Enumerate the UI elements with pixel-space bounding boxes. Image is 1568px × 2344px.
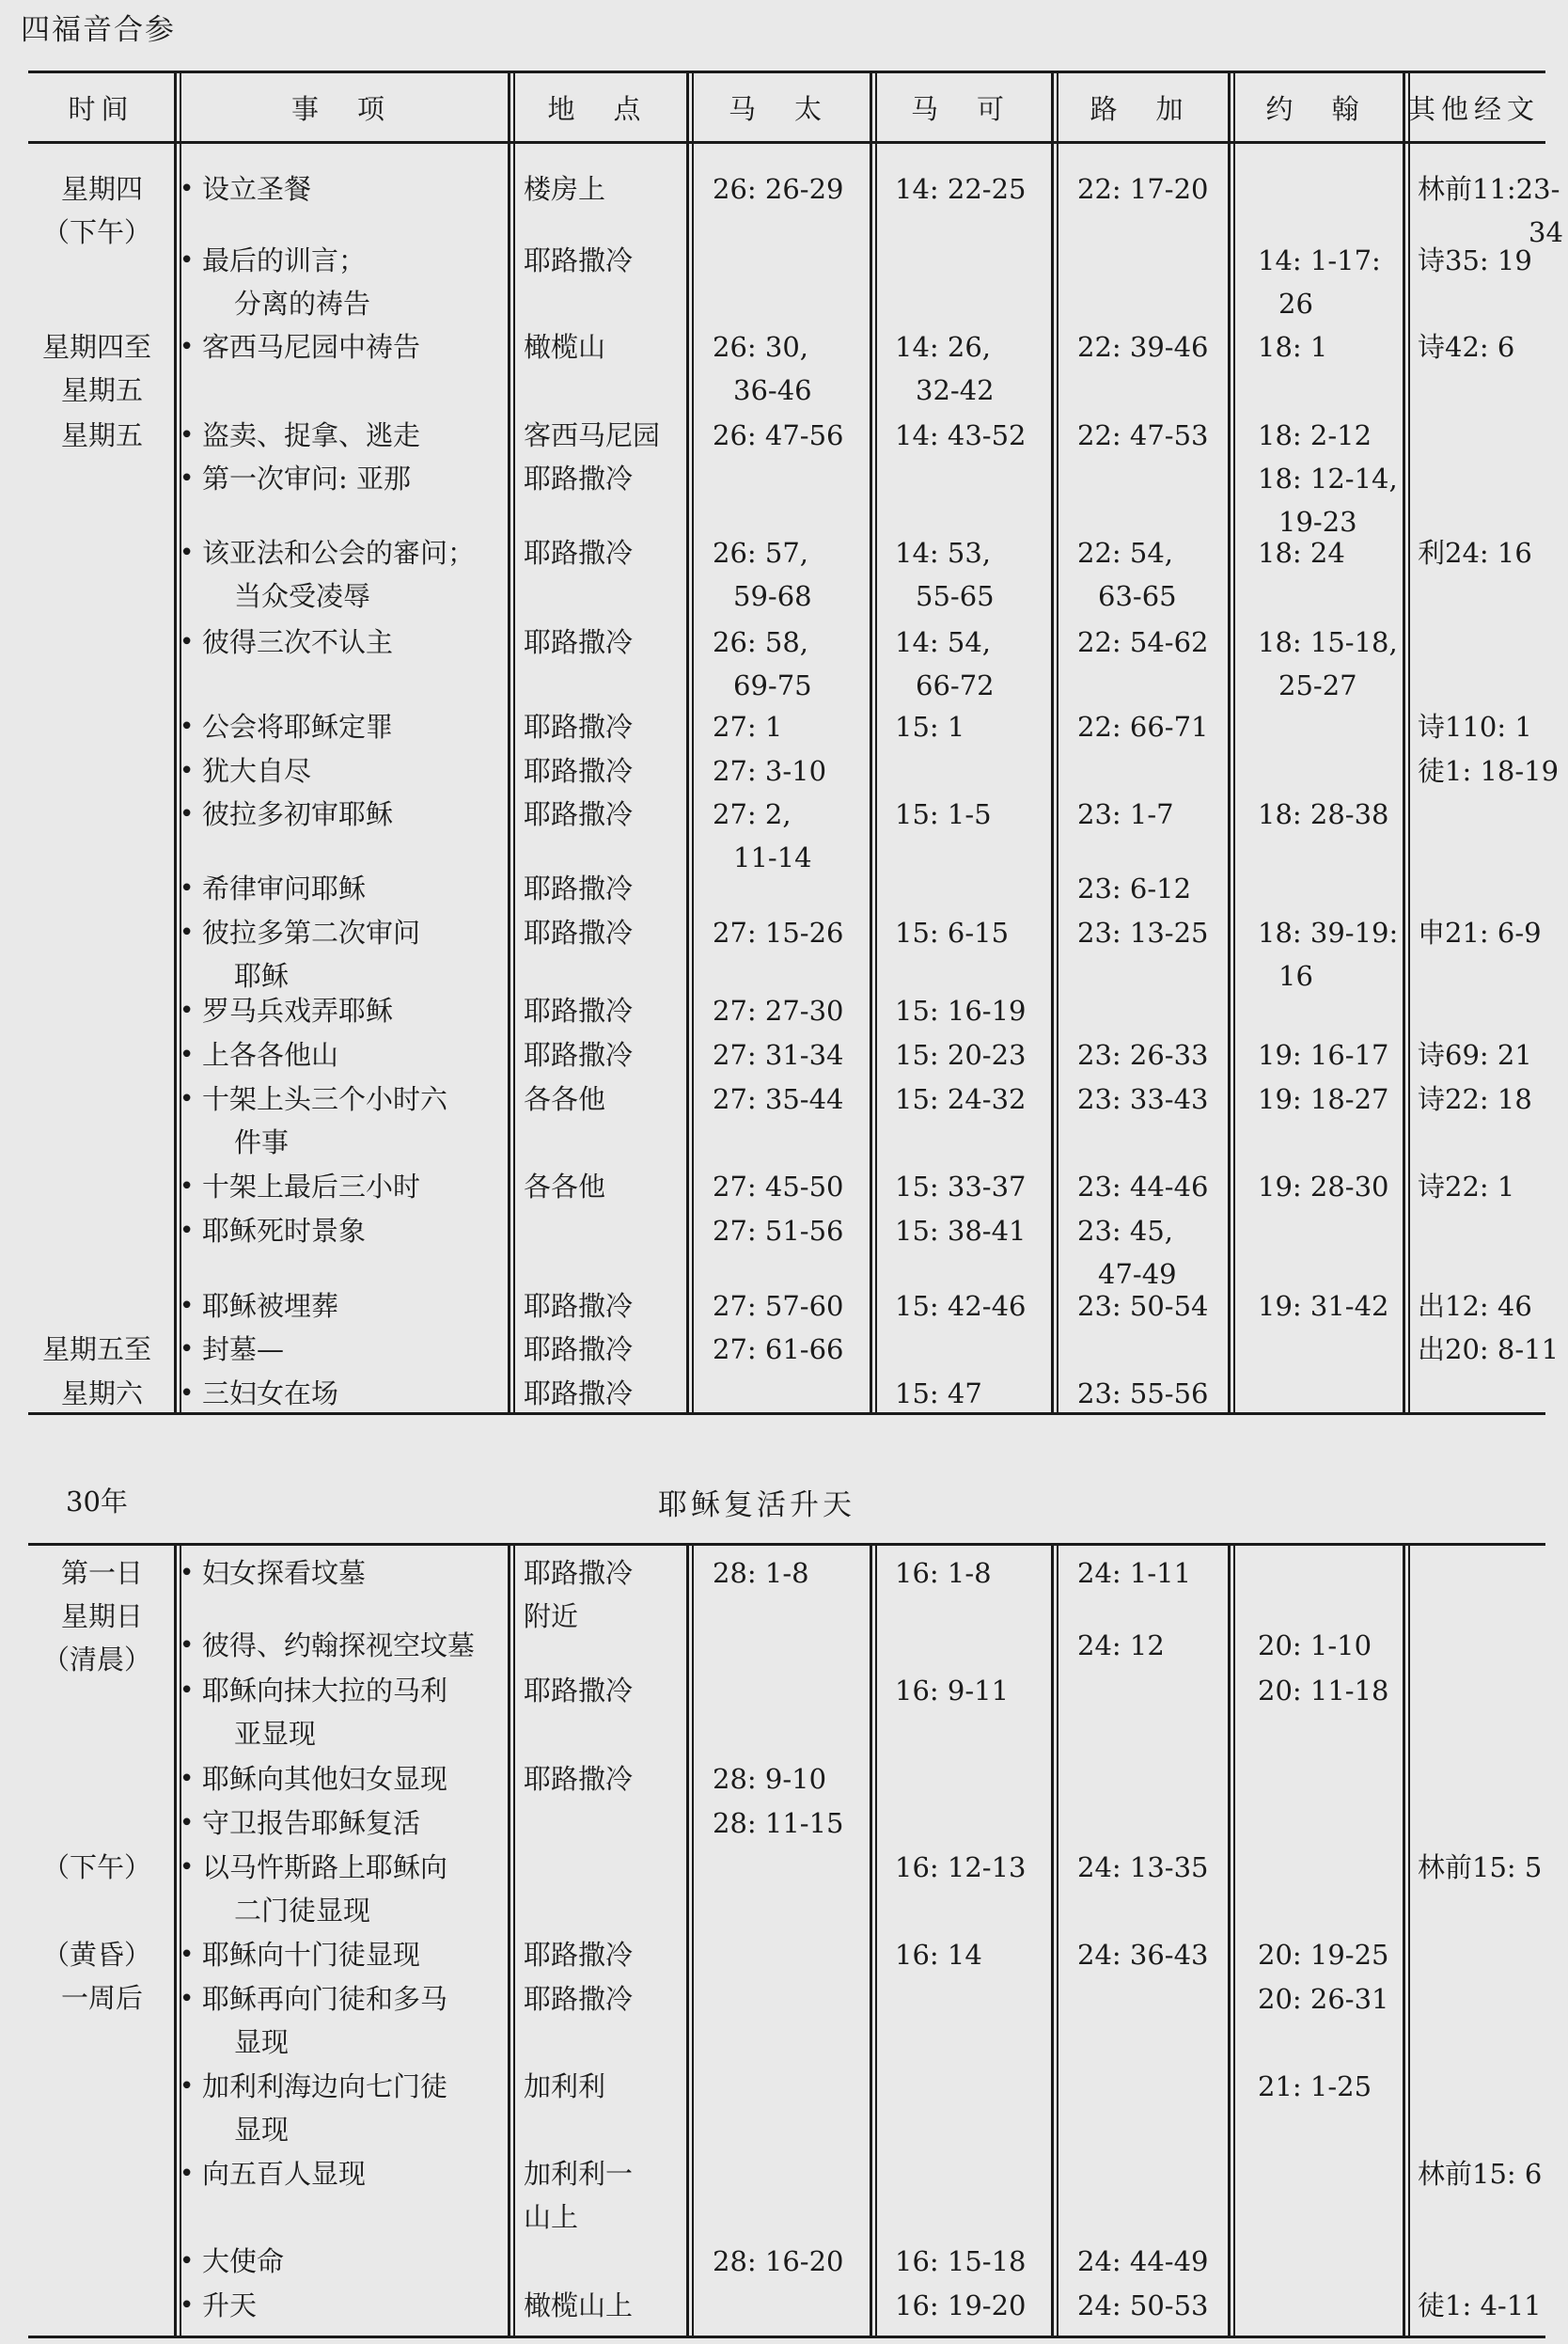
col-divider-4-b bbox=[875, 71, 877, 1412]
col-divider-5 bbox=[1051, 71, 1054, 1412]
col-divider-s2-7 bbox=[1403, 1543, 1405, 2338]
row-s1-cell-mk: 15: 33-37 bbox=[895, 1171, 1027, 1203]
col-divider-s2-3-b bbox=[692, 1543, 694, 2338]
row-s1-cell-other: 利24: 16 bbox=[1418, 537, 1532, 569]
row-s2-bullet: • bbox=[180, 1559, 195, 1587]
header-place: 地 点 bbox=[547, 93, 647, 125]
row-s1-cell-place: 各各他 bbox=[524, 1083, 606, 1115]
header-event: 事 项 bbox=[290, 93, 390, 125]
row-s1-bullet: • bbox=[180, 800, 195, 828]
row-s1-cell-mt: 11-14 bbox=[733, 842, 812, 873]
row-s1-cell-event: 三妇女在场 bbox=[202, 1377, 339, 1409]
row-s1-cell-event: 设立圣餐 bbox=[202, 173, 312, 205]
row-s2-cell-lk: 24: 12 bbox=[1077, 1629, 1165, 1661]
row-s1-cell-jn: 19: 16-17 bbox=[1258, 1039, 1389, 1071]
row-s1-cell-mk: 55-65 bbox=[916, 580, 995, 612]
row-s1-bullet: • bbox=[180, 246, 195, 275]
row-s1-cell-event: 罗马兵戏弄耶稣 bbox=[202, 995, 394, 1027]
row-s1-cell-place: 耶路撒冷 bbox=[524, 1333, 634, 1365]
row-s1-cell-mt: 27: 3-10 bbox=[713, 755, 827, 787]
rule-top bbox=[28, 71, 1545, 73]
row-s2-cell-lk: 24: 13-35 bbox=[1077, 1851, 1209, 1883]
row-s1-cell-mt: 26: 58, bbox=[713, 626, 809, 658]
col-divider-6 bbox=[1228, 71, 1231, 1412]
col-divider-s2-7-b bbox=[1408, 1543, 1410, 2338]
row-s1-cell-mt: 26: 26-29 bbox=[713, 173, 844, 205]
row-s1-cell-event: 分离的祷告 bbox=[234, 288, 371, 320]
row-s1-bullet: • bbox=[180, 628, 195, 656]
row-s1-cell-lk: 23: 44-46 bbox=[1077, 1171, 1209, 1203]
row-s1-cell-jn: 26 bbox=[1278, 288, 1313, 320]
row-s2-cell-mk: 16: 9-11 bbox=[895, 1675, 1010, 1707]
col-divider-7-b bbox=[1408, 71, 1410, 1412]
row-s1-cell-place: 耶路撒冷 bbox=[524, 1377, 634, 1409]
row-s2-cell-event: 耶稣向其他妇女显现 bbox=[202, 1763, 448, 1795]
row-s2-cell-jn: 20: 26-31 bbox=[1258, 1983, 1389, 2015]
row-s1-cell-lk: 22: 17-20 bbox=[1077, 173, 1209, 205]
rule-section2-top bbox=[28, 1543, 1545, 1546]
row-s1-cell-event: 第一次审问: 亚那 bbox=[202, 463, 411, 495]
row-s1-bullet: • bbox=[180, 997, 195, 1025]
row-s1-cell-jn: 18: 12-14, bbox=[1258, 463, 1398, 495]
row-s1-cell-mt: 27: 45-50 bbox=[713, 1171, 844, 1203]
row-s1-cell-mt: 27: 57-60 bbox=[713, 1290, 844, 1322]
row-s2-cell-time: （黄昏） bbox=[42, 1939, 152, 1971]
row-s2-cell-event: 二门徒显现 bbox=[234, 1895, 371, 1927]
row-s1-cell-place: 楼房上 bbox=[524, 173, 606, 205]
row-s1-bullet: • bbox=[180, 1217, 195, 1245]
row-s2-cell-lk: 24: 36-43 bbox=[1077, 1939, 1209, 1971]
col-divider-s2-2 bbox=[508, 1543, 510, 2338]
col-divider-s2-6-b bbox=[1233, 1543, 1235, 2338]
row-s1-cell-lk: 23: 13-25 bbox=[1077, 917, 1209, 949]
row-s1-bullet: • bbox=[180, 919, 195, 947]
row-s1-cell-place: 各各他 bbox=[524, 1171, 606, 1203]
row-s1-cell-jn: 18: 28-38 bbox=[1258, 798, 1389, 830]
row-s1-bullet: • bbox=[180, 175, 195, 203]
row-s1-cell-event: 耶稣死时景象 bbox=[202, 1215, 367, 1247]
row-s2-bullet: • bbox=[180, 1985, 195, 2013]
row-s2-cell-place: 耶路撒冷 bbox=[524, 1983, 634, 2015]
row-s2-cell-place: 橄榄山上 bbox=[524, 2289, 634, 2321]
row-s2-cell-event: 大使命 bbox=[202, 2245, 285, 2277]
row-s1-cell-event: 耶稣被埋葬 bbox=[202, 1290, 339, 1322]
row-s1-cell-place: 耶路撒冷 bbox=[524, 711, 634, 743]
col-divider-s2-5-b bbox=[1057, 1543, 1058, 2338]
row-s1-cell-place: 耶路撒冷 bbox=[524, 995, 634, 1027]
row-s1-cell-jn: 14: 1-17: bbox=[1258, 244, 1381, 276]
row-s2-cell-mk: 16: 12-13 bbox=[895, 1851, 1027, 1883]
row-s1-cell-jn: 18: 2-12 bbox=[1258, 419, 1372, 451]
row-s1-cell-place: 耶路撒冷 bbox=[524, 917, 634, 949]
row-s1-cell-lk: 22: 66-71 bbox=[1077, 711, 1209, 743]
row-s1-cell-mt: 27: 15-26 bbox=[713, 917, 844, 949]
row-s1-cell-mt: 69-75 bbox=[733, 669, 812, 701]
row-s2-cell-mk: 16: 1-8 bbox=[895, 1557, 992, 1589]
col-divider-s2-3 bbox=[686, 1543, 689, 2338]
col-divider-3-b bbox=[692, 71, 694, 1412]
row-s1-cell-mk: 15: 38-41 bbox=[895, 1215, 1027, 1247]
row-s1-cell-lk: 23: 55-56 bbox=[1077, 1377, 1209, 1409]
row-s2-cell-jn: 21: 1-25 bbox=[1258, 2070, 1372, 2102]
row-s1-cell-lk: 47-49 bbox=[1098, 1258, 1177, 1290]
row-s1-cell-event: 十架上头三个小时六 bbox=[202, 1083, 448, 1115]
row-s1-cell-time: 星期四至 bbox=[42, 331, 152, 363]
row-s1-cell-time: （下午） bbox=[42, 216, 152, 248]
row-s2-cell-mt: 28: 1-8 bbox=[713, 1557, 809, 1589]
row-s1-cell-event: 犹大自尽 bbox=[202, 755, 312, 787]
row-s1-cell-lk: 63-65 bbox=[1098, 580, 1177, 612]
row-s1-cell-jn: 16 bbox=[1278, 960, 1313, 992]
row-s1-cell-jn: 19: 31-42 bbox=[1258, 1290, 1389, 1322]
row-s2-cell-jn: 20: 11-18 bbox=[1258, 1675, 1389, 1707]
col-divider-5-b bbox=[1057, 71, 1058, 1412]
section-title: 耶稣复活升天 bbox=[658, 1488, 855, 1522]
col-divider-6-b bbox=[1233, 71, 1235, 1412]
row-s1-cell-mk: 15: 1-5 bbox=[895, 798, 992, 830]
row-s1-cell-mk: 15: 6-15 bbox=[895, 917, 1010, 949]
row-s1-bullet: • bbox=[180, 713, 195, 741]
row-s2-cell-place: 耶路撒冷 bbox=[524, 1939, 634, 1971]
row-s1-cell-event: 彼得三次不认主 bbox=[202, 626, 394, 658]
row-s1-cell-mt: 27: 35-44 bbox=[713, 1083, 844, 1115]
row-s1-cell-other: 诗42: 6 bbox=[1418, 331, 1515, 363]
row-s1-cell-place: 耶路撒冷 bbox=[524, 755, 634, 787]
row-s2-cell-jn: 20: 19-25 bbox=[1258, 1939, 1389, 1971]
row-s1-cell-event: 客西马尼园中祷告 bbox=[202, 331, 421, 363]
row-s2-cell-mk: 16: 14 bbox=[895, 1939, 982, 1971]
row-s2-cell-mk: 16: 19-20 bbox=[895, 2289, 1027, 2321]
rule-header bbox=[28, 141, 1545, 144]
row-s2-cell-time: 第一日 bbox=[61, 1557, 144, 1589]
row-s1-cell-mt: 27: 61-66 bbox=[713, 1333, 844, 1365]
row-s1-cell-place: 耶路撒冷 bbox=[524, 244, 634, 276]
row-s1-bullet: • bbox=[180, 1335, 195, 1363]
header-time: 时间 bbox=[68, 93, 134, 125]
row-s1-cell-time: 星期四 bbox=[61, 173, 144, 205]
row-s1-cell-time: 星期五 bbox=[61, 419, 144, 451]
row-s1-cell-mt: 27: 27-30 bbox=[713, 995, 844, 1027]
row-s1-bullet: • bbox=[180, 464, 195, 493]
section-year: 30年 bbox=[66, 1486, 128, 1518]
row-s2-bullet: • bbox=[180, 2072, 195, 2100]
row-s2-cell-time: 一周后 bbox=[61, 1982, 144, 2014]
col-divider-2-b bbox=[513, 71, 515, 1412]
row-s1-cell-mk: 15: 47 bbox=[895, 1377, 982, 1409]
row-s1-cell-mk: 15: 16-19 bbox=[895, 995, 1027, 1027]
row-s1-cell-place: 橄榄山 bbox=[524, 331, 606, 363]
row-s2-cell-place: 加利利 bbox=[524, 2070, 606, 2102]
row-s1-cell-event: 彼拉多第二次审问 bbox=[202, 917, 421, 949]
row-s1-bullet: • bbox=[180, 1085, 195, 1113]
row-s2-cell-lk: 24: 50-53 bbox=[1077, 2289, 1209, 2321]
col-divider-7 bbox=[1403, 71, 1405, 1412]
row-s2-cell-time: （清晨） bbox=[42, 1644, 152, 1675]
rule-bottom bbox=[28, 2336, 1545, 2338]
row-s1-cell-jn: 18: 39-19: bbox=[1258, 917, 1399, 949]
row-s1-cell-jn: 18: 15-18, bbox=[1258, 626, 1398, 658]
row-s1-cell-mt: 26: 57, bbox=[713, 537, 809, 569]
row-s1-cell-place: 耶路撒冷 bbox=[524, 1290, 634, 1322]
row-s1-bullet: • bbox=[180, 1292, 195, 1320]
row-s1-cell-event: 耶稣 bbox=[234, 960, 290, 992]
row-s1-cell-lk: 23: 33-43 bbox=[1077, 1083, 1209, 1115]
row-s1-cell-place: 耶路撒冷 bbox=[524, 537, 634, 569]
row-s2-cell-lk: 24: 1-11 bbox=[1077, 1557, 1192, 1589]
row-s2-cell-event: 耶稣向抹大拉的马利 bbox=[202, 1675, 448, 1707]
row-s1-cell-time: 星期六 bbox=[61, 1377, 144, 1409]
col-divider-3 bbox=[686, 71, 689, 1412]
row-s1-cell-mt: 27: 51-56 bbox=[713, 1215, 844, 1247]
col-divider-2 bbox=[508, 71, 510, 1412]
row-s2-cell-place: 耶路撒冷 bbox=[524, 1675, 634, 1707]
row-s1-cell-place: 耶路撒冷 bbox=[524, 626, 634, 658]
row-s1-cell-event: 盗卖、捉拿、逃走 bbox=[202, 419, 421, 451]
row-s1-cell-event: 该亚法和公会的審问； bbox=[202, 537, 476, 569]
row-s1-cell-mk: 14: 43-52 bbox=[895, 419, 1027, 451]
row-s1-cell-mt: 27: 31-34 bbox=[713, 1039, 844, 1071]
row-s1-cell-event: 件事 bbox=[234, 1126, 290, 1158]
row-s1-cell-mk: 14: 54, bbox=[895, 626, 992, 658]
row-s1-cell-event: 公会将耶稣定罪 bbox=[202, 711, 394, 743]
row-s2-cell-event: 亚显现 bbox=[234, 1718, 317, 1750]
row-s2-cell-event: 妇女探看坟墓 bbox=[202, 1557, 367, 1589]
row-s2-bullet: • bbox=[180, 1941, 195, 1969]
row-s1-bullet: • bbox=[180, 1172, 195, 1201]
row-s1-cell-place: 耶路撒冷 bbox=[524, 463, 634, 495]
row-s1-cell-lk: 23: 6-12 bbox=[1077, 873, 1192, 905]
col-divider-s2-4-b bbox=[875, 1543, 877, 2338]
row-s1-cell-lk: 22: 54, bbox=[1077, 537, 1174, 569]
row-s2-cell-mt: 28: 16-20 bbox=[713, 2245, 844, 2277]
row-s1-cell-event: 当众受凌辱 bbox=[234, 580, 371, 612]
row-s1-cell-mk: 14: 53, bbox=[895, 537, 992, 569]
header-jn: 约 翰 bbox=[1265, 93, 1365, 125]
row-s2-cell-place: 山上 bbox=[524, 2201, 579, 2233]
row-s1-cell-lk: 23: 45, bbox=[1077, 1215, 1174, 1247]
row-s1-cell-lk: 22: 54-62 bbox=[1077, 626, 1209, 658]
row-s1-cell-time: 星期五 bbox=[61, 374, 144, 406]
row-s1-cell-mt: 26: 30, bbox=[713, 331, 809, 363]
row-s1-cell-mk: 32-42 bbox=[916, 374, 995, 406]
row-s2-cell-event: 守卫报告耶稣复活 bbox=[202, 1807, 421, 1839]
row-s2-cell-time: （下午） bbox=[42, 1851, 152, 1883]
row-s1-cell-jn: 18: 1 bbox=[1258, 331, 1328, 363]
row-s2-cell-jn: 20: 1-10 bbox=[1258, 1629, 1372, 1661]
row-s2-cell-event: 以马忤斯路上耶稣向 bbox=[202, 1851, 448, 1883]
row-s1-cell-mk: 66-72 bbox=[916, 669, 995, 701]
row-s1-cell-other: 诗22: 18 bbox=[1418, 1083, 1532, 1115]
header-mk: 马 可 bbox=[910, 93, 1010, 125]
row-s2-cell-other: 徒1: 4-11 bbox=[1418, 2289, 1542, 2321]
row-s1-cell-lk: 23: 50-54 bbox=[1077, 1290, 1209, 1322]
col-divider-4 bbox=[870, 71, 872, 1412]
row-s1-cell-place: 耶路撒冷 bbox=[524, 873, 634, 905]
row-s1-bullet: • bbox=[180, 1041, 195, 1069]
header-lk: 路 加 bbox=[1090, 93, 1189, 125]
row-s1-cell-other: 34 bbox=[1529, 216, 1563, 248]
row-s1-bullet: • bbox=[180, 874, 195, 903]
row-s1-bullet: • bbox=[180, 421, 195, 449]
row-s2-bullet: • bbox=[180, 2160, 195, 2188]
row-s2-bullet: • bbox=[180, 1765, 195, 1793]
col-divider-s2-5 bbox=[1051, 1543, 1054, 2338]
row-s1-cell-other: 诗22: 1 bbox=[1418, 1171, 1515, 1203]
row-s1-cell-mt: 27: 2, bbox=[713, 798, 792, 830]
row-s1-cell-time: 星期五至 bbox=[42, 1333, 152, 1365]
row-s1-cell-other: 出12: 46 bbox=[1418, 1290, 1532, 1322]
header-mt: 马 太 bbox=[728, 93, 827, 125]
col-divider-s2-1 bbox=[174, 1543, 177, 2338]
row-s1-cell-mt: 59-68 bbox=[733, 580, 812, 612]
row-s1-cell-event: 封墓— bbox=[202, 1333, 285, 1365]
row-s2-bullet: • bbox=[180, 1853, 195, 1881]
row-s1-cell-mt: 27: 1 bbox=[713, 711, 783, 743]
row-s2-cell-event: 显现 bbox=[234, 2114, 290, 2146]
row-s1-cell-mt: 26: 47-56 bbox=[713, 419, 844, 451]
row-s1-cell-jn: 19: 28-30 bbox=[1258, 1171, 1389, 1203]
row-s2-cell-place: 耶路撒冷 bbox=[524, 1763, 634, 1795]
row-s1-cell-event: 希律审问耶稣 bbox=[202, 873, 367, 905]
row-s1-cell-other: 出20: 8-11 bbox=[1418, 1333, 1560, 1365]
row-s1-cell-jn: 19: 18-27 bbox=[1258, 1083, 1389, 1115]
col-divider-s2-4 bbox=[870, 1543, 872, 2338]
col-divider-s2-6 bbox=[1228, 1543, 1231, 2338]
row-s2-cell-event: 彼得、约翰探视空坟墓 bbox=[202, 1629, 476, 1661]
row-s2-cell-mt: 28: 9-10 bbox=[713, 1763, 827, 1795]
row-s1-cell-lk: 23: 1-7 bbox=[1077, 798, 1174, 830]
row-s1-cell-mk: 15: 24-32 bbox=[895, 1083, 1027, 1115]
row-s1-cell-mk: 15: 20-23 bbox=[895, 1039, 1027, 1071]
row-s1-cell-mk: 15: 1 bbox=[895, 711, 965, 743]
row-s1-cell-other: 徒1: 18-19 bbox=[1418, 755, 1560, 787]
row-s2-cell-event: 耶稣向十门徒显现 bbox=[202, 1939, 421, 1971]
row-s1-cell-jn: 18: 24 bbox=[1258, 537, 1345, 569]
running-head: 四福音合参 bbox=[21, 13, 176, 47]
row-s1-cell-mk: 14: 26, bbox=[895, 331, 992, 363]
row-s1-cell-event: 彼拉多初审耶稣 bbox=[202, 798, 394, 830]
row-s2-cell-mt: 28: 11-15 bbox=[713, 1807, 844, 1839]
row-s2-cell-place: 加利利一 bbox=[524, 2158, 634, 2190]
col-divider-1 bbox=[174, 71, 177, 1412]
row-s1-cell-other: 诗110: 1 bbox=[1418, 711, 1532, 743]
row-s1-bullet: • bbox=[180, 757, 195, 785]
row-s2-cell-event: 耶稣再向门徒和多马 bbox=[202, 1983, 448, 2015]
row-s1-bullet: • bbox=[180, 333, 195, 361]
row-s2-cell-place: 耶路撒冷 bbox=[524, 1557, 634, 1589]
row-s1-cell-other: 诗35: 19 bbox=[1418, 244, 1532, 276]
row-s1-cell-mk: 14: 22-25 bbox=[895, 173, 1027, 205]
row-s1-cell-mk: 15: 42-46 bbox=[895, 1290, 1027, 1322]
row-s1-cell-other: 诗69: 21 bbox=[1418, 1039, 1532, 1071]
row-s1-cell-event: 最后的训言； bbox=[202, 244, 367, 276]
row-s1-bullet: • bbox=[180, 539, 195, 567]
row-s1-cell-place: 耶路撒冷 bbox=[524, 798, 634, 830]
row-s1-cell-lk: 23: 26-33 bbox=[1077, 1039, 1209, 1071]
row-s2-cell-event: 加利利海边向七门徒 bbox=[202, 2070, 448, 2102]
row-s2-bullet: • bbox=[180, 2247, 195, 2275]
row-s2-cell-other: 林前15: 5 bbox=[1418, 1851, 1543, 1883]
row-s1-cell-other: 申21: 6-9 bbox=[1418, 917, 1542, 949]
row-s1-cell-other: 林前11:23- bbox=[1418, 173, 1560, 205]
row-s1-bullet: • bbox=[180, 1379, 195, 1408]
row-s2-cell-other: 林前15: 6 bbox=[1418, 2158, 1543, 2190]
row-s2-cell-mk: 16: 15-18 bbox=[895, 2245, 1027, 2277]
row-s1-cell-lk: 22: 47-53 bbox=[1077, 419, 1209, 451]
row-s2-bullet: • bbox=[180, 1809, 195, 1837]
row-s1-cell-place: 客西马尼园 bbox=[524, 419, 661, 451]
row-s1-cell-place: 耶路撒冷 bbox=[524, 1039, 634, 1071]
row-s2-cell-event: 升天 bbox=[202, 2289, 258, 2321]
row-s2-bullet: • bbox=[180, 1631, 195, 1660]
row-s1-cell-event: 十架上最后三小时 bbox=[202, 1171, 421, 1203]
row-s2-cell-place: 附近 bbox=[524, 1600, 579, 1632]
row-s1-cell-jn: 19-23 bbox=[1278, 506, 1357, 538]
row-s2-cell-time: 星期日 bbox=[61, 1600, 144, 1632]
row-s2-bullet: • bbox=[180, 2291, 195, 2320]
row-s1-cell-mt: 36-46 bbox=[733, 374, 812, 406]
row-s2-bullet: • bbox=[180, 1676, 195, 1705]
header-other: 其他经文 bbox=[1407, 93, 1540, 125]
row-s1-cell-lk: 22: 39-46 bbox=[1077, 331, 1209, 363]
row-s2-cell-event: 显现 bbox=[234, 2026, 290, 2058]
row-s1-cell-jn: 25-27 bbox=[1278, 669, 1357, 701]
row-s2-cell-lk: 24: 44-49 bbox=[1077, 2245, 1209, 2277]
row-s2-cell-event: 向五百人显现 bbox=[202, 2158, 367, 2190]
col-divider-s2-2-b bbox=[513, 1543, 515, 2338]
row-s1-cell-event: 上各各他山 bbox=[202, 1039, 339, 1071]
